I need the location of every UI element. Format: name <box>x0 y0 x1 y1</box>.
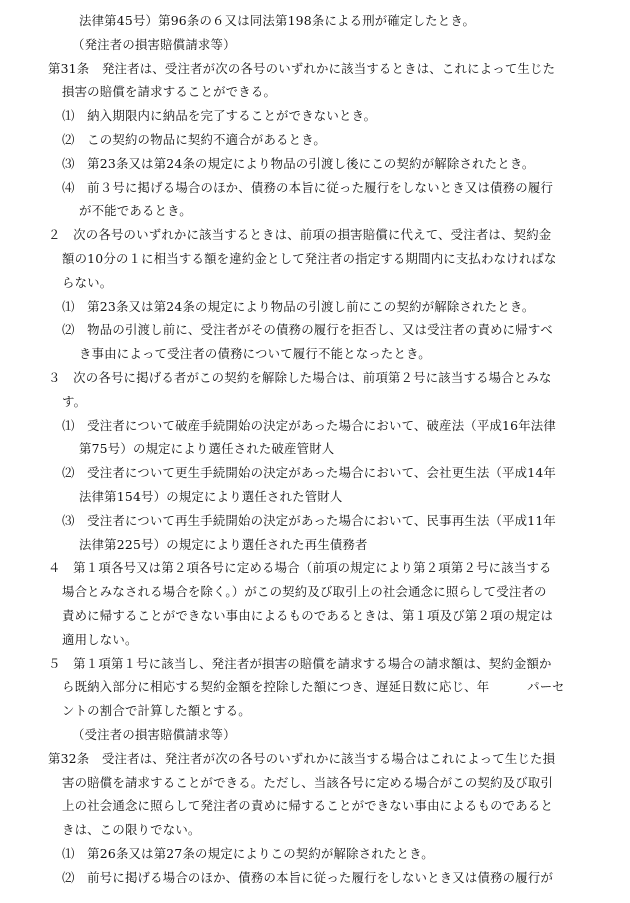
contract-text <box>48 9 586 889</box>
text-line: らない。 <box>62 274 113 290</box>
paragraph-5-line: ５ 第１項第１号に該当し、発注者が損害の賠償を請求する場合の請求額は、契約金額か <box>48 655 552 671</box>
text-line: す。 <box>62 393 87 409</box>
text-line: 適用しない。 <box>62 631 138 647</box>
paragraph-4-line: ４ 第１項各号又は第２項各号に定める場合（前項の規定により第２項第２号に該当する <box>48 560 552 576</box>
list-item: ⑵ この契約の物品に契約不適合があるとき。 <box>62 131 326 147</box>
paragraph-2-line: ２ 次の各号のいずれかに該当するときは、前項の損害賠償に代えて、受注者は、契約金 <box>48 227 552 243</box>
list-item: ⑵ 物品の引渡し前に、受注者がその債務の履行を拒否し、又は受注者の責めに帰すべ <box>62 322 553 338</box>
text-line: 責めに帰することができない事由によるものであるときは、第１項及び第２項の規定は <box>62 607 554 623</box>
text-line: ントの割合で計算した額とする。 <box>62 703 251 719</box>
list-item: ⑴ 第26条又は第27条の規定によりこの契約が解除されたとき。 <box>62 845 434 861</box>
article-31-line: 第31条 発注者は、受注者が次の各号のいずれかに該当するときは、これによって生じた <box>48 60 556 76</box>
section-heading: （発注者の損害賠償請求等） <box>72 36 236 52</box>
list-item: ⑷ 前３号に掲げる場合のほか、債務の本旨に従った履行をしないとき又は債務の履行 <box>62 179 554 195</box>
text-line: 損害の賠償を請求することができる。 <box>62 84 277 100</box>
paragraph-3-line: ３ 次の各号に掲げる者がこの契約を解除した場合は、前項第２号に該当する場合とみな <box>48 369 552 385</box>
section-heading: （受注者の損害賠償請求等） <box>72 726 236 742</box>
text-line: 第75号）の規定により選任された破産管財人 <box>79 441 335 457</box>
text-line: 上の社会通念に照らして発注者の責めに帰することができない事由によるものであると <box>62 798 554 814</box>
text-line: ら既納入部分に相応する契約金額を控除した額につき、遅延日数に応じ、年 パーセ <box>62 679 565 695</box>
list-item: ⑴ 納入期限内に納品を完了することができないとき。 <box>62 108 377 124</box>
article-32-line: 第32条 受注者は、発注者が次の各号のいずれかに該当する場合はこれによって生じた損 <box>48 750 556 766</box>
text-line: 法律第154号）の規定により選任された管財人 <box>79 488 343 504</box>
list-item: ⑴ 第23条又は第24条の規定により物品の引渡し前にこの契約が解除されたとき。 <box>62 298 535 314</box>
text-line: 法律第45号）第96条の６又は同法第198条による刑が確定したとき。 <box>79 13 476 28</box>
list-item: ⑵ 前号に掲げる場合のほか、債務の本旨に従った履行をしないとき又は債務の履行が <box>62 869 554 885</box>
text-line: き事由によって受注者の債務について履行不能となったとき。 <box>79 346 431 362</box>
list-item: ⑵ 受注者について更生手続開始の決定があった場合において、会社更生法（平成14年 <box>62 465 556 481</box>
list-item: ⑴ 受注者について破産手続開始の決定があった場合において、破産法（平成16年法律 <box>62 417 556 433</box>
text-line: が不能であるとき。 <box>79 203 192 219</box>
list-item: ⑶ 受注者について再生手続開始の決定があった場合において、民事再生法（平成11年 <box>62 512 556 528</box>
text-line: 害の賠償を請求することができる。ただし、当該各号に定める場合がこの契約及び取引 <box>62 774 554 790</box>
text-line: きは、この限りでない。 <box>62 822 201 838</box>
text-line: 法律第225号）の規定により選任された再生債務者 <box>79 536 368 552</box>
list-item: ⑶ 第23条又は第24条の規定により物品の引渡し後にこの契約が解除されたとき。 <box>62 155 535 171</box>
text-line: 額の10分の１に相当する額を違約金として発注者の指定する期間内に支払わなければな <box>62 250 557 266</box>
text-line: 場合とみなされる場合を除く。）がこの契約及び取引上の社会通念に照らして受注者の <box>62 584 547 600</box>
